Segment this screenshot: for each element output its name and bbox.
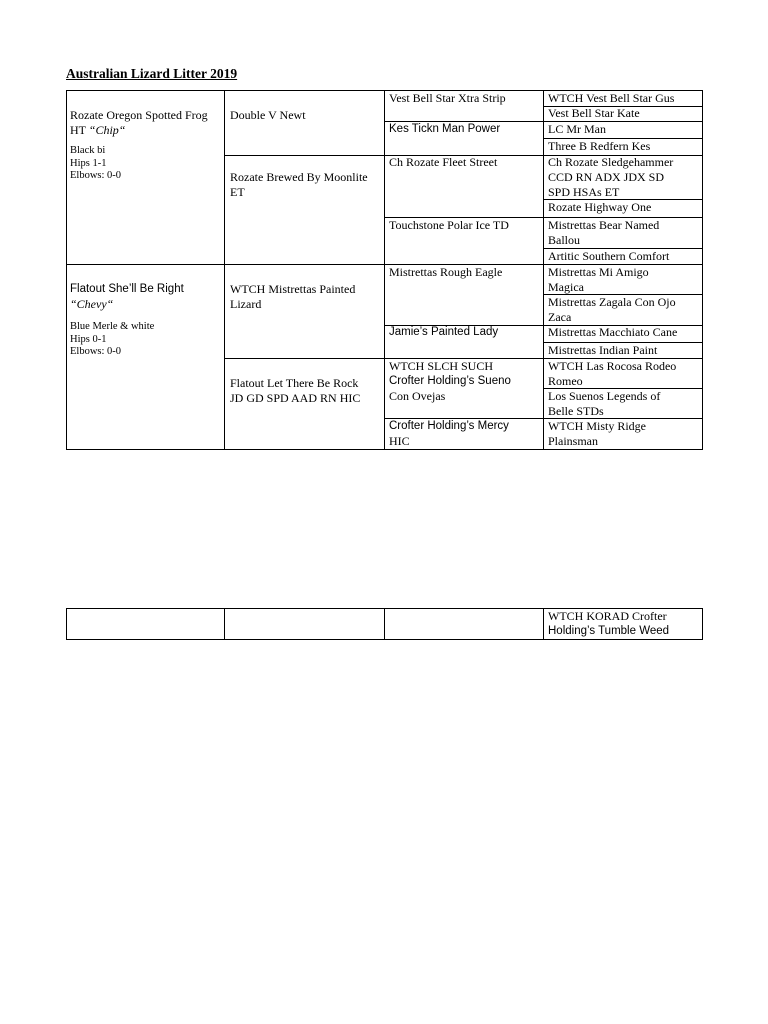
gg-grandparent-11 <box>548 325 677 340</box>
gg-grandparent-15 <box>548 419 646 449</box>
parent-dam-cell <box>70 282 184 359</box>
great-grandparent-8-line-1: Crofter Holding’s Mercy <box>389 420 509 432</box>
great-grandparent-2-line-1: Kes Tickn Man Power <box>389 123 501 135</box>
page-title: Australian Lizard Litter 2019 <box>66 66 238 81</box>
gg-grandparent-2 <box>548 106 640 121</box>
gg-grandparent-16-line-1: WTCH KORAD Crofter <box>548 609 667 623</box>
gg-grandparent-6-line-1: Rozate Highway One <box>548 200 652 214</box>
parent-sire-call-name: “Chip“ <box>88 123 126 137</box>
parent-sire-titles: HT <box>70 123 86 137</box>
parent-dam-details <box>70 321 184 359</box>
great-grandparent-8-line-2: HIC <box>389 434 410 448</box>
gg-grandparent-7 <box>548 218 659 248</box>
great-grandparent-7 <box>389 359 511 404</box>
parent-dam-elbows: Elbows: 0-0 <box>70 346 122 357</box>
gg-grandparent-13-line-1: WTCH Las Rocosa Rodeo <box>548 359 677 373</box>
parent-sire-color: Black bi <box>70 145 106 156</box>
parent-sire-elbows: Elbows: 0-0 <box>70 170 122 181</box>
great-grandparent-7-line-1: WTCH SLCH SUCH <box>389 359 494 373</box>
gg-grandparent-9-line-2: Magica <box>548 280 584 294</box>
great-grandparent-1 <box>389 91 506 106</box>
gg-grandparent-3 <box>548 122 606 137</box>
gg-grandparent-12 <box>548 343 657 358</box>
gg-grandparent-14-line-2: Belle STDs <box>548 404 604 418</box>
grandparent-1-name: Double V Newt <box>230 108 306 122</box>
great-grandparent-3-line-1: Ch Rozate Fleet Street <box>389 155 498 169</box>
grandparent-3-line-2: Lizard <box>230 297 262 311</box>
gg-grandparent-16-line-2: Holding’s Tumble Weed <box>548 625 670 637</box>
great-grandparent-7-line-2: Crofter Holding’s Sueno <box>389 375 511 387</box>
gg-grandparent-9-line-1: Mistrettas Mi Amigo <box>548 265 649 279</box>
gg-grandparent-13 <box>548 359 676 389</box>
great-grandparent-5 <box>389 265 502 280</box>
gg-grandparent-9 <box>548 265 649 295</box>
gg-grandparent-14-line-1: Los Suenos Legends of <box>548 389 661 403</box>
grandparent-2-line-2: ET <box>230 185 245 199</box>
parent-sire-hips: Hips 1-1 <box>70 157 107 169</box>
great-grandparent-2 <box>389 122 500 137</box>
gg-grandparent-5-line-1: Ch Rozate Sledgehammer <box>548 155 674 169</box>
gg-grandparent-4-line-1: Three B Redfern Kes <box>548 139 651 153</box>
gg-grandparent-12-line-1: Mistrettas Indian Paint <box>548 343 658 357</box>
great-grandparent-1-line-1: Vest Bell Star Xtra Strip <box>389 91 506 105</box>
gg-grandparent-14 <box>548 389 660 419</box>
gg-grandparent-4 <box>548 139 650 154</box>
gg-grandparent-10-line-2: Zaca <box>548 310 572 324</box>
great-grandparent-3 <box>389 155 497 170</box>
grandparent-4-line-1: Flatout Let There Be Rock <box>230 376 359 390</box>
great-grandparent-4 <box>389 218 509 233</box>
gg-grandparent-5-line-2: CCD RN ADX JDX SD <box>548 170 665 184</box>
grandparent-2 <box>230 170 368 200</box>
parent-dam-call-name: “Chevy“ <box>70 297 114 311</box>
gg-grandparent-13-line-2: Romeo <box>548 374 583 388</box>
grandparent-3-line-1: WTCH Mistrettas Painted <box>230 282 356 296</box>
grandparent-3 <box>230 282 355 312</box>
gg-grandparent-6 <box>548 200 651 215</box>
parent-sire-cell <box>70 108 208 183</box>
gg-grandparent-16 <box>548 609 669 639</box>
gg-grandparent-2-line-1: Vest Bell Star Kate <box>548 106 640 120</box>
gg-grandparent-15-line-2: Plainsman <box>548 434 598 448</box>
parent-dam-color: Blue Merle & white <box>70 321 155 332</box>
grandparent-2-line-1: Rozate Brewed By Moonlite <box>230 170 368 184</box>
parent-sire-details <box>70 145 208 183</box>
gg-grandparent-8-line-1: Artitic Southern Comfort <box>548 249 670 263</box>
parent-sire-titles-line <box>70 123 208 138</box>
gg-grandparent-7-line-1: Mistrettas Bear Named <box>548 218 660 232</box>
great-grandparent-4-line-1: Touchstone Polar Ice TD <box>389 218 509 232</box>
gg-grandparent-5 <box>548 155 673 200</box>
gg-grandparent-8 <box>548 249 669 264</box>
parent-dam-name: Flatout She’ll Be Right <box>70 283 184 295</box>
great-grandparent-6-line-1: Jamie’s Painted Lady <box>389 326 499 338</box>
gg-grandparent-5-line-3: SPD HSAs ET <box>548 185 620 199</box>
grandparent-1 <box>230 108 306 123</box>
great-grandparent-8 <box>389 419 509 449</box>
gg-grandparent-10-line-1: Mistrettas Zagala Con Ojo <box>548 295 676 309</box>
gg-grandparent-11-line-1: Mistrettas Macchiato Cane <box>548 325 678 339</box>
gg-grandparent-15-line-1: WTCH Misty Ridge <box>548 419 646 433</box>
great-grandparent-5-line-1: Mistrettas Rough Eagle <box>389 265 503 279</box>
gg-grandparent-7-line-2: Ballou <box>548 233 580 247</box>
grandparent-4-line-2: JD GD SPD AAD RN HIC <box>230 391 361 405</box>
parent-dam-hips: Hips 0-1 <box>70 333 107 345</box>
gg-grandparent-1 <box>548 91 674 106</box>
gg-grandparent-3-line-1: LC Mr Man <box>548 122 606 136</box>
grandparent-4 <box>230 376 360 406</box>
parent-sire-name: Rozate Oregon Spotted Frog <box>70 108 208 122</box>
great-grandparent-7-line-3: Con Ovejas <box>389 389 446 403</box>
gg-grandparent-10 <box>548 295 676 325</box>
gg-grandparent-1-line-1: WTCH Vest Bell Star Gus <box>548 91 675 105</box>
great-grandparent-6 <box>389 325 498 340</box>
